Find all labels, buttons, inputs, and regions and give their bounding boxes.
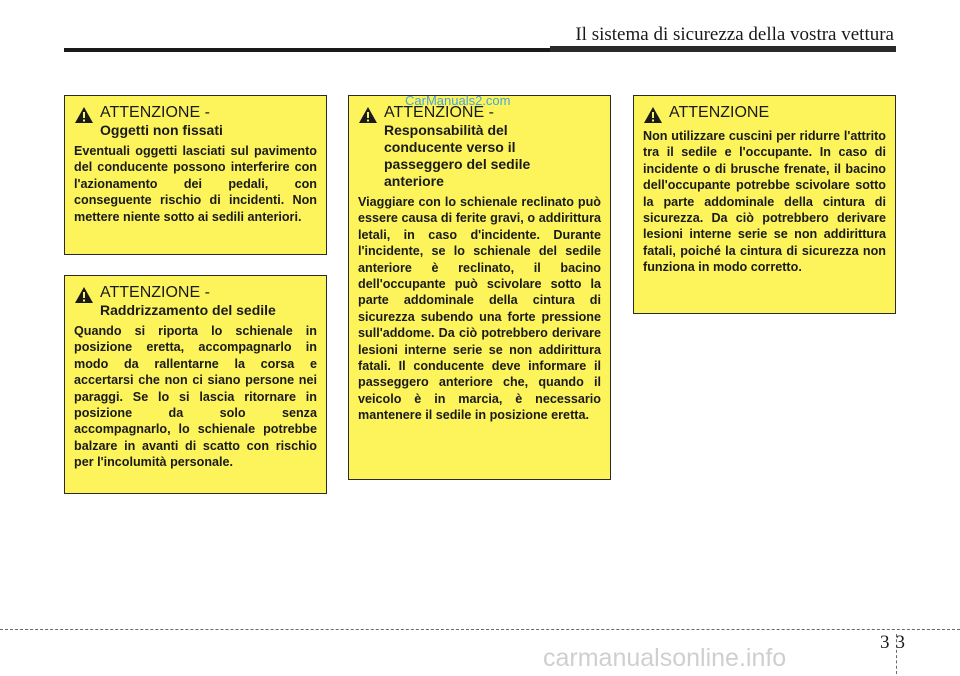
page-number: 33: [880, 632, 911, 653]
warning-body: Non utilizzare cuscini per ridurre l'attrito tra il sedile e l'occupante. In caso di incidente o di brusche frenate, il bacino dell'occupante potrebbe scivolare sotto la parte addominale della cintura di sicurezza. Da ciò potrebbero derivare lesioni interne serie se non addirittura fatali, poiché la cintura di sicurezza non funziona in modo corretto.: [643, 129, 886, 275]
watermark-link[interactable]: CarManuals2.com: [405, 93, 511, 108]
warning-triangle-icon: [74, 286, 94, 304]
warning-subtitle: Responsabilità del conducente verso il passeggero del sedile anteriore: [384, 122, 531, 189]
warning-box-seat-upright: [64, 275, 327, 494]
warning-triangle-icon: [74, 106, 94, 124]
header-rule-accent: [550, 46, 896, 52]
warning-box-driver-responsibility: [348, 95, 611, 480]
warning-box-cushions: [633, 95, 896, 314]
warning-body: Quando si riporta lo schienale in posizione eretta, accompagnarlo in modo da rallentarne la corsa e accertarsi che non ci siano persone nei paraggi. Se lo si lascia ritornare in posizione da solo senza accompagnarlo, lo schienale potrebbe balzare in avanti di scatto con rischio per l'incolumità personale.: [74, 324, 317, 470]
warning-subtitle: Oggetti non fissati: [100, 122, 223, 138]
footer-site-mark: carmanualsonline.info: [543, 644, 787, 672]
warning-body: Viaggiare con lo schienale reclinato può essere causa di ferite gravi, o addirittura letali, in caso d'incidente. Durante l'incidente, se lo schienale del sedile anteriore è reclinato, il bacino dell'occupante può scivolare sotto la parte addominale della cintura di sicurezza subendo una forte pressione sull'addome. Da ciò potrebbero derivare lesioni interne serie se non addirittura fatali. Il conducente deve informare il passeggero anteriore che, quando il veicolo è in marcia, è necessario mantenere il sedile in posizione eretta.: [358, 195, 601, 423]
warning-box-loose-objects: [64, 95, 327, 255]
warning-subtitle: Raddrizzamento del sedile: [100, 302, 276, 318]
warning-title: ATTENZIONE -: [384, 104, 494, 121]
warning-triangle-icon: [643, 106, 663, 124]
footer-rule: [0, 629, 960, 630]
page-header-title: Il sistema di sicurezza della vostra vettura: [575, 24, 894, 45]
warning-body: Eventuali oggetti lasciati sul pavimento del conducente possono interferire con l'azionamento dei pedali, con conseguente rischio di incidenti. Non mettere niente sotto ai sedili anteriori.: [74, 144, 317, 224]
warning-triangle-icon: [358, 106, 378, 124]
warning-title: ATTENZIONE: [669, 104, 770, 121]
warning-title: ATTENZIONE -: [100, 284, 210, 301]
warning-title: ATTENZIONE -: [100, 104, 210, 121]
